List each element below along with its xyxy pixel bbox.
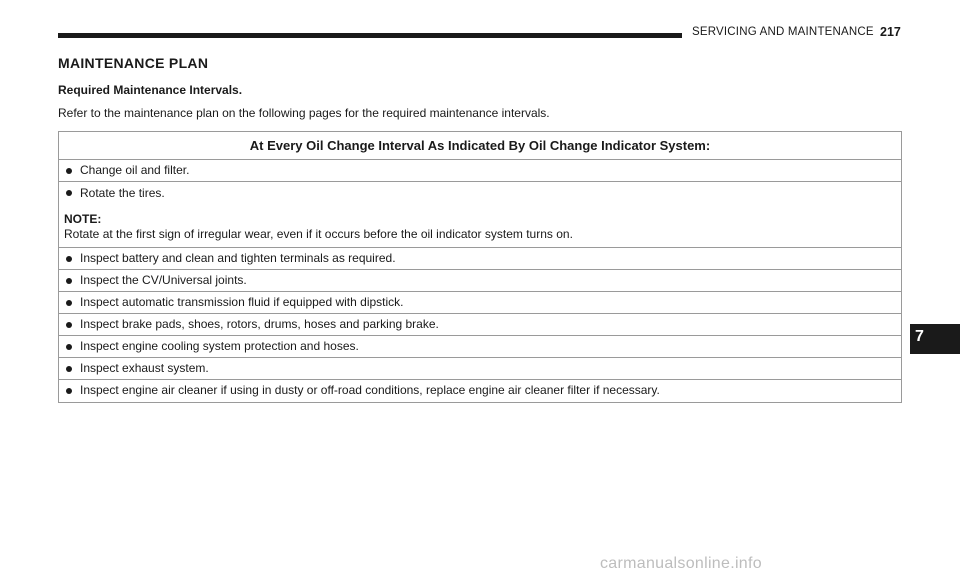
page-number: 217	[880, 25, 901, 39]
bullet-dot-icon	[66, 168, 72, 174]
bullet-dot-icon	[66, 322, 72, 328]
table-heading: At Every Oil Change Interval As Indicated By Oil Change Indicator System:	[59, 132, 901, 160]
running-header-section: SERVICING AND MAINTENANCE	[692, 26, 874, 38]
bullet-dot-icon	[66, 344, 72, 350]
bullet-dot-icon	[66, 256, 72, 262]
page-title: MAINTENANCE PLAN	[58, 55, 209, 71]
note-label: NOTE:	[64, 212, 102, 226]
bullet-dot-icon	[66, 190, 72, 196]
subheading: Required Maintenance Intervals.	[58, 83, 243, 97]
list-item: Rotate the tires.	[80, 185, 165, 200]
bullet-dot-icon	[66, 388, 72, 394]
watermark: carmanualsonline.info	[600, 555, 762, 572]
table-row	[59, 248, 901, 270]
chapter-number: 7	[915, 328, 924, 345]
bullet-dot-icon	[66, 300, 72, 306]
bullet-dot-icon	[66, 278, 72, 284]
table-row	[59, 314, 901, 336]
chapter-tab	[910, 324, 960, 354]
note-text: Rotate at the first sign of irregular wear, even if it occurs before the oil indicator system turns on.	[64, 227, 573, 241]
table-row	[59, 292, 901, 314]
table-row	[59, 336, 901, 358]
list-item: Inspect automatic transmission fluid if equipped with dipstick.	[80, 295, 404, 309]
table-row	[59, 270, 901, 292]
list-item: Inspect brake pads, shoes, rotors, drums, hoses and parking brake.	[80, 317, 439, 331]
list-item: Change oil and filter.	[80, 163, 190, 177]
table-row	[59, 182, 901, 248]
list-item: Inspect battery and clean and tighten terminals as required.	[80, 251, 396, 265]
bullet-dot-icon	[66, 366, 72, 372]
table-row	[59, 380, 901, 402]
list-item: Inspect the CV/Universal joints.	[80, 273, 247, 287]
header-rule	[58, 33, 682, 38]
table-row	[59, 358, 901, 380]
list-item: Inspect engine air cleaner if using in dusty or off-road conditions, replace engine air cleaner filter if necessary.	[80, 383, 660, 397]
table-row	[59, 160, 901, 182]
intro-paragraph: Refer to the maintenance plan on the following pages for the required maintenance intervals.	[58, 106, 550, 120]
maintenance-table	[58, 131, 902, 403]
list-item: Inspect exhaust system.	[80, 361, 209, 375]
list-item: Inspect engine cooling system protection and hoses.	[80, 339, 359, 353]
